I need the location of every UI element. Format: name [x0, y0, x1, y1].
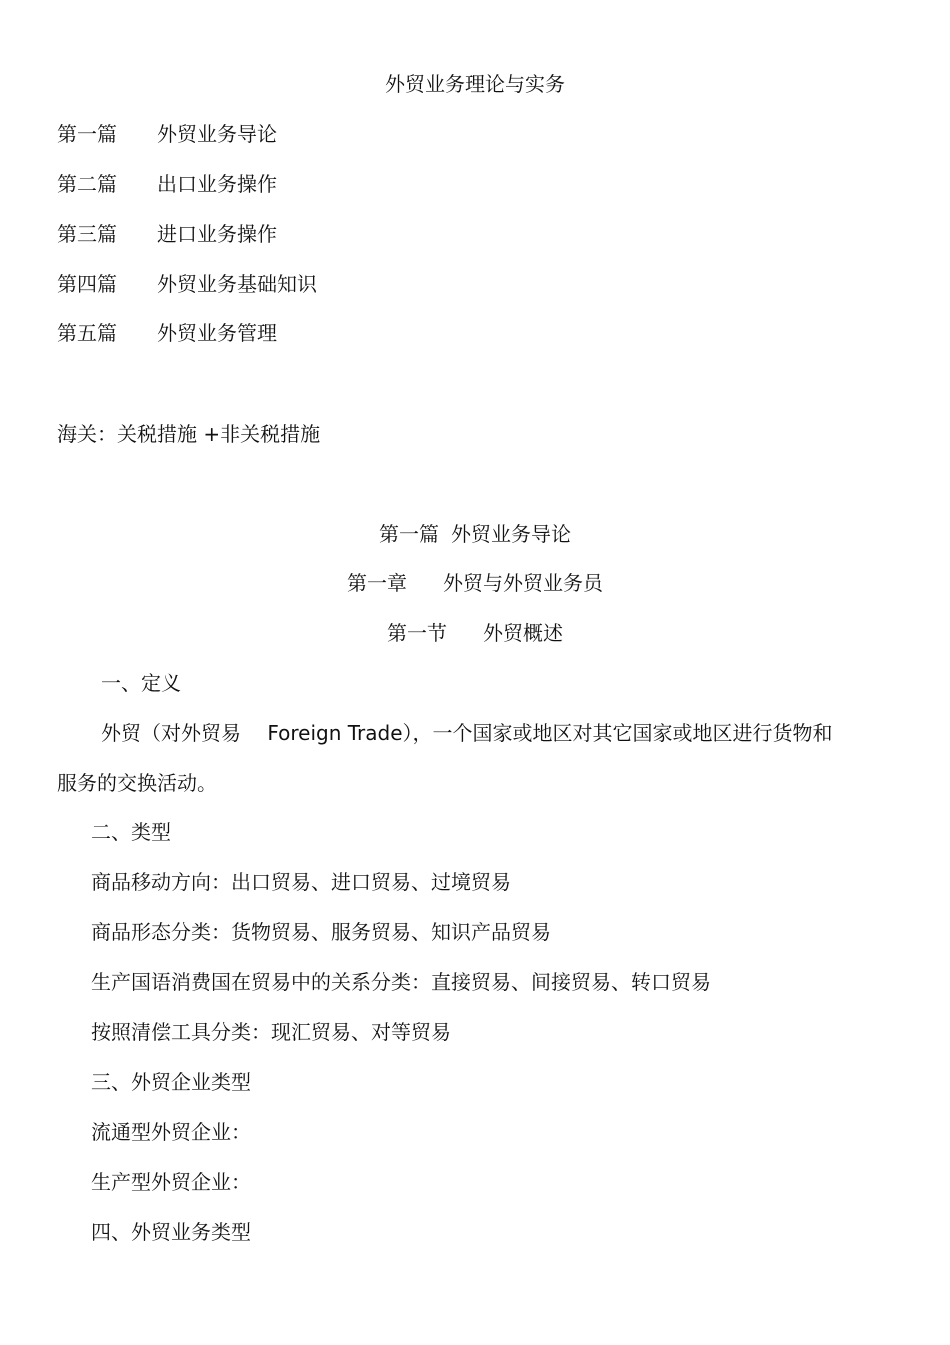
toc-item-title: 外贸业务基础知识: [157, 272, 317, 296]
toc-item-number: 第四篇: [57, 272, 117, 296]
subheading-definition: 一、定义: [101, 671, 181, 695]
document-title: 外贸业务理论与实务: [385, 72, 565, 96]
section-heading-title: 外贸概述: [483, 621, 563, 645]
subheading-enterprise-types: 三、外贸企业类型: [91, 1070, 251, 1094]
definition-paragraph-line: 服务的交换活动。: [57, 771, 217, 795]
part-heading: [0, 522, 950, 546]
subheading-business-types: 四、外贸业务类型: [91, 1220, 251, 1244]
type-item: 生产国语消费国在贸易中的关系分类：直接贸易、间接贸易、转口贸易: [91, 970, 711, 994]
toc-item-title: 出口业务操作: [157, 172, 277, 196]
part-heading-number: 第一篇: [379, 522, 439, 546]
chapter-heading-number: 第一章: [347, 571, 407, 595]
toc-item-title: 进口业务操作: [157, 222, 277, 246]
type-item: 商品形态分类：货物贸易、服务贸易、知识产品贸易: [91, 920, 551, 944]
enterprise-item: 流通型外贸企业：: [91, 1120, 251, 1144]
chapter-heading: [0, 571, 950, 595]
type-item: 商品移动方向：出口贸易、进口贸易、过境贸易: [91, 870, 511, 894]
part-heading-title: 外贸业务导论: [451, 522, 571, 546]
toc-item-number: 第一篇: [57, 122, 117, 146]
definition-paragraph-line: 外贸（对外贸易 Foreign Trade），一个国家或地区对其它国家或地区进行货物和: [101, 721, 833, 745]
type-item: 按照清偿工具分类：现汇贸易、对等贸易: [91, 1020, 451, 1044]
toc-item-title: 外贸业务管理: [157, 321, 277, 345]
toc-item-number: 第三篇: [57, 222, 117, 246]
section-heading-number: 第一节: [387, 621, 447, 645]
chapter-heading-title: 外贸与外贸业务员: [443, 571, 603, 595]
enterprise-item: 生产型外贸企业：: [91, 1170, 251, 1194]
toc-item-number: 第五篇: [57, 321, 117, 345]
customs-note: 海关：关税措施 +非关税措施: [57, 422, 321, 446]
toc-item-title: 外贸业务导论: [157, 122, 277, 146]
section-heading: [0, 621, 950, 645]
toc-item-number: 第二篇: [57, 172, 117, 196]
subheading-types: 二、类型: [91, 820, 171, 844]
